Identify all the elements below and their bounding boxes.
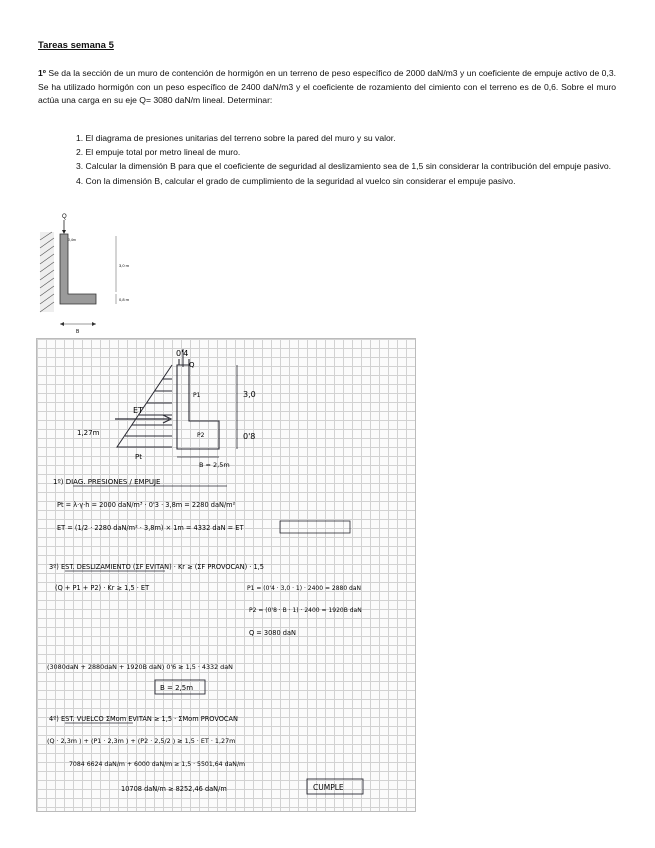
task-item: 2. El empuje total por metro lineal de muro.	[76, 147, 241, 158]
load-arrowhead	[62, 230, 66, 234]
pressure-triangle	[117, 365, 172, 447]
s1-result-box	[280, 521, 350, 533]
problem-text: Se da la sección de un muro de contención de hormigón en un terreno de peso específico de 2000 daN/m3 y un coeficiente de empuje activo de 0,3. Se ha utilizado hormigón con un peso específico de 2400 daN/m3 y el coeficiente de rozamiento del cimiento con el terreno es de 0,6. Sobre el muro actúa una carga en su eje Q= 3080 daN/m lineal. Determinar:	[38, 68, 616, 105]
s2-line-4: Q = 3080 daN	[249, 629, 296, 637]
soil-hatching	[40, 232, 54, 312]
task-item: 4. Con la dimensión B, calcular el grado de cumplimiento de la seguridad al vuelco sin considerar el empuje pasivo.	[76, 175, 516, 186]
s1-line-2: ET = (1/2 · 2280 daN/m² · 3,8m) × 1m = 4332 daN = ET	[57, 524, 244, 532]
page-title: Tareas semana 5	[38, 40, 114, 51]
fig-height: 3,0	[243, 390, 256, 399]
s3-line-3: 10708 daN/m ≥ 8252,46 daN/m	[121, 785, 227, 793]
height-dimension: 3,0 m	[119, 263, 130, 268]
fig-pt: Pt	[135, 453, 142, 461]
task-item: 1. El diagrama de presiones unitarias del terreno sobre la pared del muro y su valor.	[76, 133, 396, 143]
problem-number: 1º	[38, 68, 46, 78]
s2-line-5: (3080daN + 2880daN + 1920B daN) 0'6 ≥ 1,5 · 4332 daN	[47, 663, 233, 671]
wall-schematic	[30, 212, 150, 337]
s2-heading: 3º) EST. DESLIZAMIENTO (ΣF EVITAN) · Kr ≥ (ΣF PROVOCAN) · 1,5	[49, 563, 264, 571]
s3-result: CUMPLE	[313, 783, 344, 792]
task-list	[76, 132, 616, 189]
load-label: Q	[62, 214, 67, 220]
fig-b: B = 2,5m	[199, 461, 230, 469]
s3-line-2: 7084 6624 daN/m + 6000 daN/m ≥ 1,5 · 5501,64 daN/m	[69, 761, 246, 768]
b-arrow-right	[92, 322, 96, 326]
task-item: 3. Calcular la dimensión B para que el coeficiente de seguridad al deslizamiento sea de 1,5 sin considerar la contribución del empuje pasivo.	[76, 161, 612, 172]
fig-p1: P1	[193, 392, 201, 399]
b-label: B	[76, 329, 80, 335]
s2-line-1: (Q + P1 + P2) · Kr ≥ 1,5 · ET	[55, 584, 150, 592]
notebook-page	[36, 338, 416, 812]
s2-line-2: P1 = (0'4 · 3,0 · 1) · 2400 = 2880 daN	[247, 585, 362, 592]
fig-p2: P2	[197, 432, 205, 439]
handwritten-solution	[37, 339, 415, 811]
s2-result: B = 2,5m	[160, 684, 194, 692]
s2-line-3: P2 = (0'8 · B · 1) · 2400 = 1920B daN	[249, 607, 362, 614]
s3-line-1: (Q · 2,3m ) + (P1 · 2,3m ) + (P2 · 2,5/2 ) ≥ 1,5 · ET · 1,27m	[47, 737, 236, 745]
fig-et: ET	[133, 406, 143, 415]
problem-statement	[38, 67, 616, 108]
s1-line-1: Pt = λ·γ·h = 2000 daN/m³ · 0'3 · 3,8m = 2280 daN/m²	[57, 501, 236, 509]
top-dimension: 0,4m	[68, 238, 76, 242]
fig-top: 0'4	[176, 349, 189, 358]
b-arrow-left	[60, 322, 64, 326]
fig-base: 0'8	[243, 432, 256, 441]
fig-h: 1,27m	[77, 429, 100, 437]
s3-heading: 4º) EST. VUELCO ΣMom EVITAN ≥ 1,5 · ΣMom PROVOCAN	[49, 715, 238, 723]
wall-shape	[60, 234, 96, 304]
fig-q: Q	[189, 361, 195, 369]
s1-heading: 1º) DIAG. PRESIONES / EMPUJE	[53, 478, 161, 486]
base-dimension: 0,8 m	[119, 297, 130, 302]
